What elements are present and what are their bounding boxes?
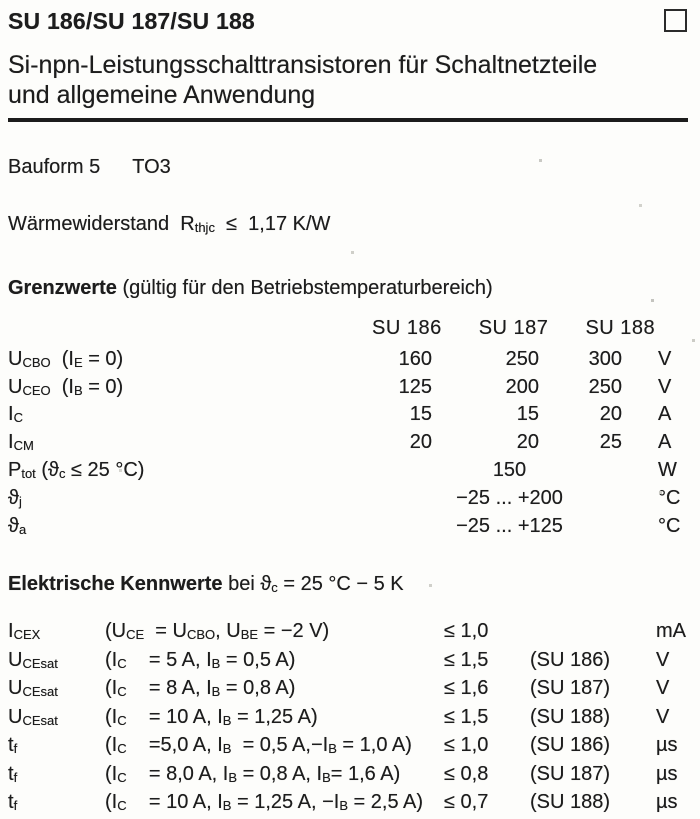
table-row xyxy=(8,347,690,375)
parameter-symbol: ICM xyxy=(8,431,34,454)
limit-value: ≤ 1,5 xyxy=(444,705,489,728)
value-su188: 20 xyxy=(599,403,622,426)
unit: µs xyxy=(656,791,678,814)
parameter-symbol: UCEO (IB = 0) xyxy=(8,375,124,398)
bauform-label: Bauform 5 xyxy=(8,156,101,178)
shared-value: −25 ... +125 xyxy=(456,514,563,537)
parameter-symbol: UCEsat xyxy=(8,648,58,671)
bauform-line xyxy=(8,155,690,179)
test-condition: (IC = 10 A, IB = 1,25 A) xyxy=(105,705,318,728)
table-row xyxy=(8,430,690,458)
table-row xyxy=(8,619,690,648)
unit: °C xyxy=(658,514,681,537)
unit: A xyxy=(658,431,672,454)
unit: A xyxy=(658,403,672,426)
shared-value: −25 ... +200 xyxy=(456,486,563,509)
table-row xyxy=(8,705,690,734)
test-condition: (IC =5,0 A, IB = 0,5 A,−IB = 1,0 A) xyxy=(105,734,412,757)
table-row xyxy=(8,733,690,762)
thermal-resistance-line: Wärmewiderstand Rthjc ≤ 1,17 K/W xyxy=(8,213,331,235)
kennwerte-heading-rest: bei ϑc = 25 °C − 5 K xyxy=(222,572,404,595)
test-condition: (IC = 10 A, IB = 1,25 A, −IB = 2,5 A) xyxy=(105,791,424,814)
limit-value: ≤ 1,6 xyxy=(444,677,489,700)
parameter-symbol: UCBO (IE = 0) xyxy=(8,347,124,370)
unit: µs xyxy=(656,734,678,757)
table-row xyxy=(8,375,690,403)
value-su187: 20 xyxy=(516,431,539,454)
parameter-symbol: ICEX xyxy=(8,620,41,643)
parameter-symbol: tf xyxy=(8,791,18,814)
test-condition: (IC = 8,0 A, IB = 0,8 A, IB= 1,6 A) xyxy=(105,762,401,785)
type-variant: (SU 186) xyxy=(530,734,611,757)
parameter-symbol: UCEsat xyxy=(8,705,58,728)
page-title: SU 186/SU 187/SU 188 xyxy=(8,8,255,34)
limit-value: ≤ 1,5 xyxy=(444,648,489,671)
subtitle-line: und allgemeine Anwendung xyxy=(8,81,316,109)
kennwerte-heading xyxy=(8,572,690,600)
column-header-su187: SU 187 xyxy=(478,316,549,339)
unit: mA xyxy=(656,620,686,643)
value-su188: 25 xyxy=(599,431,622,454)
table-row xyxy=(8,790,690,819)
subtitle-line: Si-npn-Leistungsschalttransistoren für Schaltnetzteile xyxy=(8,51,598,79)
limit-value: ≤ 1,0 xyxy=(444,734,489,757)
column-header-su186: SU 186 xyxy=(372,316,442,339)
value-su188: 300 xyxy=(588,347,622,370)
shared-value: 150 xyxy=(492,459,527,482)
grenzwerte-heading-bold: Grenzwerte xyxy=(8,276,117,299)
grenzwerte-column-headers xyxy=(8,316,690,341)
value-su186: 20 xyxy=(409,431,432,454)
kennwerte-heading-bold: Elektrische Kennwerte xyxy=(8,572,223,595)
type-variant: (SU 186) xyxy=(530,648,611,671)
value-su188: 250 xyxy=(588,375,622,398)
unit: W xyxy=(658,459,677,482)
parameter-symbol: ϑa xyxy=(8,514,27,537)
type-variant xyxy=(502,619,626,648)
value-su187: 250 xyxy=(505,347,539,370)
type-variant: (SU 187) xyxy=(530,762,611,785)
limit-value: ≤ 0,8 xyxy=(444,762,489,785)
unit: V xyxy=(656,705,670,728)
unit: V xyxy=(656,648,670,671)
column-header-su188: SU 188 xyxy=(585,316,656,339)
package-type: TO3 xyxy=(132,156,171,178)
limit-value: ≤ 0,7 xyxy=(444,791,489,814)
test-condition: (IC = 5 A, IB = 0,5 A) xyxy=(105,648,296,671)
value-su186: 160 xyxy=(398,347,432,370)
grenzwerte-heading-rest: (gültig für den Betriebstemperaturbereich) xyxy=(116,276,493,299)
type-variant: (SU 187) xyxy=(530,677,611,700)
table-row xyxy=(8,676,690,705)
table-row xyxy=(8,762,690,791)
value-su187: 15 xyxy=(516,403,539,426)
type-variant: (SU 188) xyxy=(530,791,611,814)
subtitle xyxy=(8,50,690,110)
value-su186: 15 xyxy=(409,403,432,426)
title-bar xyxy=(8,8,690,34)
table-row xyxy=(8,648,690,677)
parameter-symbol: UCEsat xyxy=(8,677,58,700)
kennwerte-table xyxy=(8,619,690,819)
table-row xyxy=(8,514,690,542)
scan-noise xyxy=(0,0,1,1)
test-condition: (IC = 8 A, IB = 0,8 A) xyxy=(105,677,296,700)
parameter-symbol: ϑj xyxy=(8,486,22,509)
parameter-symbol: IC xyxy=(8,403,23,426)
grenzwerte-heading xyxy=(8,276,690,300)
limit-value: ≤ 1,0 xyxy=(444,620,489,643)
type-variant: (SU 188) xyxy=(530,705,611,728)
table-row xyxy=(8,486,690,514)
value-su186: 125 xyxy=(398,375,432,398)
table-row xyxy=(8,458,690,486)
unit: µs xyxy=(656,762,678,785)
test-condition: (UCE = UCBO, UBE = −2 V) xyxy=(105,620,330,643)
unit: V xyxy=(656,677,670,700)
parameter-symbol: tf xyxy=(8,762,18,785)
corner-square-icon xyxy=(664,9,687,32)
table-row xyxy=(8,402,690,430)
unit: V xyxy=(658,375,672,398)
parameter-symbol: tf xyxy=(8,734,18,757)
value-su187: 200 xyxy=(505,375,539,398)
unit: °C xyxy=(658,486,681,509)
parameter-symbol: Ptot (ϑc ≤ 25 °C) xyxy=(8,459,145,482)
unit: V xyxy=(658,347,672,370)
divider-rule xyxy=(8,118,688,122)
